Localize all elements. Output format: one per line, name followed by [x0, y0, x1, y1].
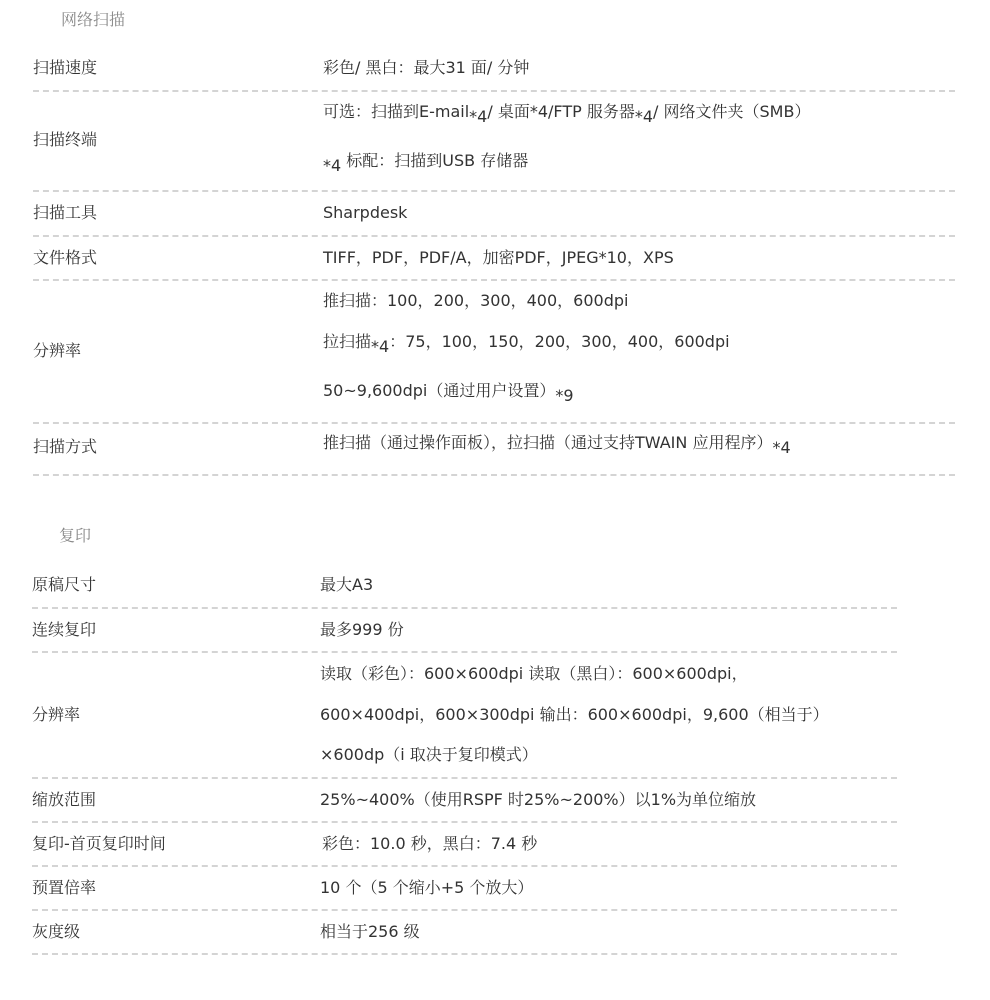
footnote-mark: *4: [634, 107, 654, 126]
footnote-mark: *9: [555, 386, 574, 405]
spec-row-copy-resolution: [32, 653, 897, 779]
spec-value-line: [323, 151, 529, 175]
spec-text: / 网络文件夹（SMB）: [653, 102, 811, 121]
spec-row-first-copy-time: [32, 823, 897, 867]
spec-label: 扫描速度: [33, 58, 98, 77]
spec-value: 最多999 份: [320, 620, 404, 639]
spec-label: 连续复印: [32, 620, 97, 639]
spec-row-original-size: [32, 565, 897, 609]
spec-label: 分辨率: [33, 341, 82, 360]
footnote-mark: *4: [469, 107, 488, 126]
spec-value-line: 读取（彩色）：600×600dpi 读取（黑白）：600×600dpi，: [320, 664, 748, 683]
spec-value: 相当于256 级: [320, 922, 420, 941]
spec-value: 25%~400%（使用RSPF 时25%~200%）以1%为单位缩放: [320, 790, 757, 809]
spec-row-grayscale: [32, 911, 897, 955]
spec-value-line: [323, 433, 791, 457]
spec-value-line: ×600dp（i 取决于复印模式）: [320, 745, 538, 764]
spec-label: 原稿尺寸: [32, 575, 97, 594]
spec-text: 可选：扫描到E-mail: [323, 102, 470, 121]
spec-text: / 桌面*4/FTP 服务器: [487, 102, 635, 121]
footnote-mark: *4: [772, 438, 791, 457]
spec-text: 标配：扫描到USB 存储器: [341, 151, 529, 170]
spec-value-line: [323, 332, 730, 356]
spec-row-continuous-copy: [32, 609, 897, 653]
spec-label: 缩放范围: [32, 790, 97, 809]
spec-value: 彩色：10.0 秒，黑白：7.4 秒: [322, 834, 538, 853]
spec-text: 50~9,600dpi（通过用户设置）: [323, 381, 556, 400]
spec-label: 复印-首页复印时间: [32, 834, 166, 853]
spec-row-scan-speed: [33, 47, 955, 92]
spec-value: TIFF，PDF，PDF/A，加密PDF，JPEG*10，XPS: [323, 248, 674, 267]
footnote-mark: *4: [371, 337, 390, 356]
spec-value: Sharpdesk: [323, 203, 408, 222]
spec-row-scan-resolution: [33, 281, 955, 424]
spec-value-line: [323, 381, 574, 405]
spec-label: 灰度级: [32, 922, 81, 941]
spec-row-scan-tool: [33, 192, 955, 237]
spec-row-file-format: [33, 237, 955, 281]
spec-row-preset-ratios: [32, 867, 897, 911]
spec-row-scan-mode: [33, 424, 955, 476]
spec-text: 拉扫描: [323, 332, 372, 351]
spec-label: 文件格式: [33, 248, 98, 267]
spec-value: 10 个（5 个缩小+5 个放大）: [320, 878, 534, 897]
spec-value-line: 600×400dpi，600×300dpi 输出：600×600dpi，9,600（相当于）: [320, 705, 829, 724]
section-title-copy: 复印: [59, 526, 92, 545]
footnote-mark: *4: [323, 156, 342, 175]
spec-value: 最大A3: [320, 575, 374, 594]
spec-label: 扫描终端: [33, 130, 98, 149]
section-title-network-scan: 网络扫描: [61, 10, 126, 29]
spec-value-line: [323, 102, 811, 126]
spec-value-line: 推扫描：100，200，300，400，600dpi: [323, 291, 629, 310]
spec-row-zoom-range: [32, 779, 897, 823]
spec-text: ：75，100，150，200，300，400，600dpi: [389, 332, 730, 351]
spec-label: 扫描方式: [33, 437, 98, 456]
spec-text: 推扫描（通过操作面板），拉扫描（通过支持TWAIN 应用程序）: [323, 433, 773, 452]
spec-label: 扫描工具: [33, 203, 98, 222]
spec-row-scan-destination: [33, 92, 955, 192]
spec-label: 预置倍率: [32, 878, 97, 897]
spec-label: 分辨率: [32, 705, 81, 724]
spec-value: 彩色/ 黑白：最大31 面/ 分钟: [323, 58, 530, 77]
